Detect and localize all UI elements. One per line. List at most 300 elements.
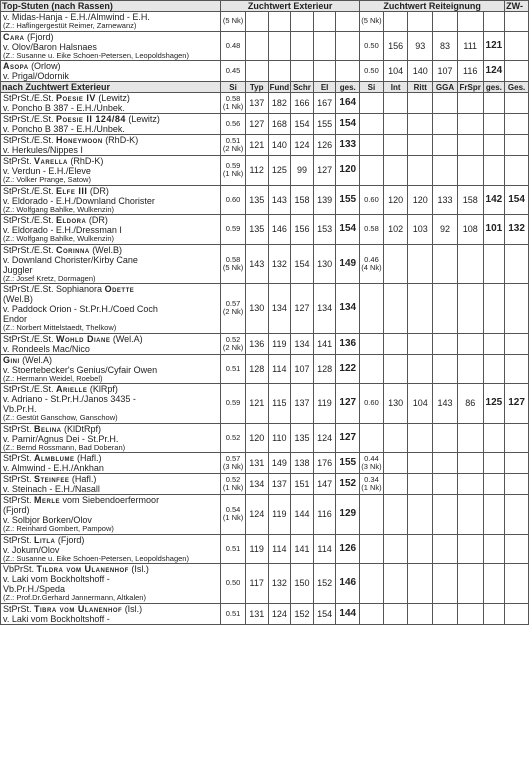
reit-ges	[483, 453, 505, 474]
ext-ges: 122	[336, 354, 360, 384]
reit-int	[383, 244, 408, 284]
ext-typ: 137	[245, 93, 268, 114]
horse-name: Gini	[3, 354, 20, 365]
ext-si: 0.48	[221, 31, 246, 61]
ext-ges: 133	[336, 135, 360, 156]
horse-breed: (RhD-K)	[102, 135, 139, 145]
reit-si: 0.34 (1 Nk)	[360, 474, 384, 495]
horse-title	[3, 453, 219, 463]
ext-el	[313, 61, 336, 82]
reit-frspr: 116	[457, 61, 483, 82]
ext-ges: 146	[336, 564, 360, 604]
ext-si: 0.58 (5 Nk)	[221, 244, 246, 284]
table-row	[1, 31, 529, 61]
reit-si	[360, 93, 384, 114]
ext-fund: 132	[268, 564, 291, 604]
reit-si: 0.44 (3 Nk)	[360, 453, 384, 474]
reit-frspr: 86	[457, 384, 483, 424]
horse-breed: (Orlow)	[28, 61, 61, 71]
ext-fund: 114	[268, 534, 291, 564]
horse-cell	[1, 564, 221, 604]
zw-ges	[505, 333, 529, 354]
reit-gga	[433, 12, 458, 32]
horse-name: Arielle	[56, 384, 88, 394]
ext-typ: 121	[245, 384, 268, 424]
ext-fund: 143	[268, 185, 291, 215]
zw-ges	[505, 61, 529, 82]
reit-ritt: 120	[408, 185, 433, 215]
horse-breed: (Wel.A)	[110, 333, 143, 344]
ext-schr: 137	[291, 384, 314, 424]
reit-frspr	[457, 423, 483, 453]
ext-si: 0.58 (1 Nk)	[221, 93, 246, 114]
reit-ges	[483, 534, 505, 564]
zw-ges	[505, 474, 529, 495]
reit-si	[360, 156, 384, 186]
pedigree-line: (Wel.B)	[3, 294, 33, 304]
horse-title	[3, 245, 219, 255]
ext-fund	[268, 31, 291, 61]
reit-ritt	[408, 12, 433, 32]
reit-gga: 83	[433, 31, 458, 61]
title-prefix: StPrSt./E.St.	[3, 93, 57, 103]
horse-title	[3, 424, 219, 434]
ext-fund: 168	[268, 114, 291, 135]
reit-ritt	[408, 156, 433, 186]
ext-si: 0.51	[221, 354, 246, 384]
column-header: ges.	[483, 82, 505, 93]
pedigree-line: v. Downland Chorister/Kirby Cane	[3, 254, 138, 265]
reit-gga	[433, 564, 458, 604]
reit-si: 0.50	[360, 31, 384, 61]
header-title: Top-Stuten (nach Rassen)	[1, 1, 221, 12]
column-header: Si	[221, 82, 246, 93]
ext-fund: 119	[268, 333, 291, 354]
reit-ges	[483, 244, 505, 284]
table-row	[1, 495, 529, 535]
horse-title	[3, 284, 219, 294]
reit-ritt	[408, 453, 433, 474]
reit-frspr	[457, 284, 483, 334]
ext-ges: 152	[336, 474, 360, 495]
zw-ges	[505, 603, 529, 624]
ext-el: 126	[313, 135, 336, 156]
pedigree-line: v. Rondeels Mac/Nico	[3, 343, 90, 354]
zw-ges	[505, 156, 529, 186]
reit-ges	[483, 156, 505, 186]
reit-gga	[433, 93, 458, 114]
horse-name: Varella	[34, 156, 68, 166]
ext-el: 152	[313, 564, 336, 604]
reit-si	[360, 564, 384, 604]
table-row	[1, 284, 529, 334]
table-row	[1, 156, 529, 186]
table-row	[1, 93, 529, 114]
reit-gga	[433, 423, 458, 453]
reit-ritt: 93	[408, 31, 433, 61]
ext-typ: 143	[245, 244, 268, 284]
horse-cell	[1, 156, 221, 186]
reit-gga	[433, 495, 458, 535]
horse-title	[3, 215, 219, 225]
ext-ges: 144	[336, 603, 360, 624]
horse-breed: (KlDtRpf)	[61, 423, 102, 434]
ext-typ	[245, 12, 268, 32]
reit-gga	[433, 534, 458, 564]
pedigree-line: v. Almwind - E.H./Ankhan	[3, 463, 104, 473]
reit-int	[383, 495, 408, 535]
horse-name: Corinna	[56, 244, 90, 255]
ext-schr	[291, 12, 314, 32]
reit-ges	[483, 12, 505, 32]
reit-si: (5 Nk)	[360, 12, 384, 32]
reit-ritt	[408, 354, 433, 384]
ext-el	[313, 31, 336, 61]
ext-typ: 136	[245, 333, 268, 354]
ext-el: 167	[313, 93, 336, 114]
column-header: Fund	[269, 82, 290, 92]
pedigree-line: v. Laki vom Bockholtshoff -	[3, 574, 110, 584]
ext-el: 127	[313, 156, 336, 186]
horse-cell	[1, 603, 221, 624]
reit-int	[383, 453, 408, 474]
ext-typ: 121	[245, 135, 268, 156]
table-row	[1, 603, 529, 624]
ext-ges	[336, 31, 360, 61]
reit-si: 0.46 (4 Nk)	[360, 244, 384, 284]
horse-cell	[1, 185, 221, 215]
reit-frspr	[457, 354, 483, 384]
reit-ges	[483, 135, 505, 156]
reit-gga	[433, 156, 458, 186]
horse-title	[3, 186, 219, 196]
breeder-line: (Z.: Susanne u. Eike Schoen-Petersen, Leopoldshagen)	[3, 50, 189, 60]
horse-title	[3, 564, 219, 574]
reit-gga	[433, 135, 458, 156]
horse-cell	[1, 284, 221, 334]
reit-ges	[483, 284, 505, 334]
ext-ges: 154	[336, 114, 360, 135]
sub-header-label: nach Zuchtwert Exterieur	[1, 82, 221, 93]
horse-breed: (Wel.A)	[19, 354, 53, 365]
horse-cell	[1, 354, 221, 384]
horse-title	[3, 156, 219, 166]
horse-breed: (Hafl.)	[74, 453, 102, 463]
ext-typ: 128	[245, 354, 268, 384]
ext-el: 139	[313, 185, 336, 215]
reit-frspr	[457, 12, 483, 32]
horse-name: Wohld Diane	[56, 333, 111, 344]
reit-ritt	[408, 495, 433, 535]
reit-ges	[483, 354, 505, 384]
breeder-line: (Z.: Volker Prange, Satow)	[3, 175, 91, 184]
pedigree-line: v. Midas-Hanja - E.H./Almwind - E.H.	[3, 12, 150, 22]
horse-cell	[1, 384, 221, 424]
ext-fund: 132	[268, 244, 291, 284]
ext-el: 154	[313, 603, 336, 624]
ext-typ: 134	[245, 474, 268, 495]
reit-int	[383, 284, 408, 334]
reit-int	[383, 564, 408, 604]
horse-title	[3, 474, 219, 484]
reit-int	[383, 474, 408, 495]
pedigree-line: (Fjord)	[3, 505, 30, 515]
horse-cell	[1, 474, 221, 495]
reit-ges	[483, 603, 505, 624]
horse-cell	[1, 534, 221, 564]
reit-ges: 101	[483, 215, 505, 245]
horse-cell	[1, 333, 221, 354]
reit-int	[383, 423, 408, 453]
title-prefix: StPrSt.	[3, 156, 35, 166]
ext-si: 0.52 (1 Nk)	[221, 474, 246, 495]
title-prefix: StPrSt.	[3, 474, 35, 484]
reit-int	[383, 354, 408, 384]
column-header: ges.	[336, 82, 360, 93]
horse-cell	[1, 244, 221, 284]
zw-ges	[505, 564, 529, 604]
reit-frspr	[457, 534, 483, 564]
pedigree-line: Endor	[3, 314, 28, 324]
reit-int	[383, 93, 408, 114]
reit-int	[383, 114, 408, 135]
reit-frspr	[457, 453, 483, 474]
horse-name: Steinfee	[34, 474, 70, 484]
ext-el: 119	[313, 384, 336, 424]
reit-ges: 121	[483, 31, 505, 61]
horse-breed: (Fjord)	[24, 31, 54, 42]
reit-int	[383, 534, 408, 564]
horse-breed: (Lewitz)	[95, 93, 130, 103]
breeder-line: (Z.: Gestüt Ganschow, Ganschow)	[3, 413, 118, 422]
horse-cell	[1, 61, 221, 82]
ext-schr: 141	[291, 534, 314, 564]
pedigree-line: v. Olov/Baron Halsnaes	[3, 41, 97, 52]
reit-si	[360, 534, 384, 564]
header-zw: ZW-	[505, 1, 529, 12]
breeder-line: (Z.: Reinhard Gombert, Pampow)	[3, 524, 114, 533]
reit-gga: 143	[433, 384, 458, 424]
ext-fund: 149	[268, 453, 291, 474]
ext-schr: 124	[291, 135, 314, 156]
reit-ges: 124	[483, 61, 505, 82]
table-row	[1, 534, 529, 564]
reit-int: 120	[383, 185, 408, 215]
horse-name: Tibra vom Ulanenhof	[34, 603, 123, 614]
ext-si: 0.52 (2 Nk)	[221, 333, 246, 354]
ext-typ: 131	[245, 603, 268, 624]
ext-typ: 119	[245, 534, 268, 564]
ext-schr: 166	[291, 93, 314, 114]
ext-ges	[336, 61, 360, 82]
ext-schr: 135	[291, 423, 314, 453]
zw-ges	[505, 534, 529, 564]
reit-frspr	[457, 564, 483, 604]
reit-int: 130	[383, 384, 408, 424]
horse-title	[3, 355, 219, 365]
ext-schr: 127	[291, 284, 314, 334]
zw-ges	[505, 135, 529, 156]
reit-ritt	[408, 333, 433, 354]
reit-si	[360, 114, 384, 135]
ext-ges: 149	[336, 244, 360, 284]
ext-typ: 124	[245, 495, 268, 535]
ext-ges: 155	[336, 453, 360, 474]
reit-frspr	[457, 244, 483, 284]
ext-si: 0.54 (1 Nk)	[221, 495, 246, 535]
column-header: Si	[360, 82, 384, 93]
column-header: Ges.	[505, 82, 529, 93]
reit-frspr: 108	[457, 215, 483, 245]
ext-si: 0.56	[221, 114, 246, 135]
reit-ges	[483, 93, 505, 114]
ext-schr	[291, 61, 314, 82]
ext-schr: 107	[291, 354, 314, 384]
horse-breed: (Fjord)	[55, 534, 85, 545]
horse-cell	[1, 114, 221, 135]
reit-ges	[483, 423, 505, 453]
header-exterieur: Zuchtwert Exterieur	[221, 1, 360, 12]
zw-ges	[505, 31, 529, 61]
ext-fund: 124	[268, 603, 291, 624]
breeder-line: (Z.: Susanne u. Eike Schoen-Petersen, Leopoldshagen)	[3, 553, 189, 563]
horse-name: Honeymoon	[56, 135, 103, 145]
reit-ritt	[408, 564, 433, 604]
reit-ritt	[408, 534, 433, 564]
ext-typ	[245, 61, 268, 82]
reit-int	[383, 12, 408, 32]
breeder-line: (Z.: Haflingergestüt Reimer, Zarnewanz)	[3, 21, 137, 30]
reit-ges	[483, 333, 505, 354]
ext-fund: 125	[268, 156, 291, 186]
pedigree-line: v. Jokum/Olov	[3, 544, 60, 555]
pedigree-line: v. Pamir/Agnus Dei - St.Pr.H.	[3, 433, 119, 444]
ext-si: 0.57 (2 Nk)	[221, 284, 246, 334]
horse-title	[3, 114, 219, 124]
horse-cell	[1, 453, 221, 474]
ext-el: 116	[313, 495, 336, 535]
reit-ritt	[408, 423, 433, 453]
reit-frspr	[457, 603, 483, 624]
horse-name: Merle	[34, 495, 61, 505]
horse-breed: (Isl.)	[128, 564, 149, 574]
horse-title	[3, 535, 219, 545]
pedigree-line: v. Eldorado - E.H./Downland Chorister	[3, 195, 155, 206]
table-row	[1, 354, 529, 384]
ext-si: 0.59	[221, 215, 246, 245]
title-prefix: VbPrSt.	[3, 564, 37, 574]
ext-el: 176	[313, 453, 336, 474]
ext-fund: 110	[268, 423, 291, 453]
ext-typ: 112	[245, 156, 268, 186]
ext-schr: 144	[291, 495, 314, 535]
reit-si	[360, 603, 384, 624]
ext-fund: 134	[268, 284, 291, 334]
title-prefix: StPrSt./E.St.	[3, 384, 57, 394]
reit-gga: 92	[433, 215, 458, 245]
pedigree-line: Vb.Pr.H./Speda	[3, 584, 66, 594]
horse-title	[3, 135, 219, 145]
horse-breed: vom Siebendoerfermoor	[60, 495, 160, 505]
reit-si	[360, 354, 384, 384]
ext-ges: 127	[336, 423, 360, 453]
ext-schr: 156	[291, 215, 314, 245]
pedigree-line: Vb.Pr.H.	[3, 404, 37, 414]
reit-gga: 133	[433, 185, 458, 215]
zw-ges	[505, 12, 529, 32]
reit-gga	[433, 453, 458, 474]
reit-frspr: 158	[457, 185, 483, 215]
horse-title	[3, 61, 219, 71]
reit-si	[360, 284, 384, 334]
column-header: FrSpr	[457, 82, 483, 93]
reit-gga	[433, 284, 458, 334]
ext-schr: 158	[291, 185, 314, 215]
title-prefix: StPrSt.	[3, 453, 35, 463]
horse-name: Belina	[34, 423, 62, 434]
ext-typ: 131	[245, 453, 268, 474]
ext-si: 0.51	[221, 534, 246, 564]
reit-gga: 107	[433, 61, 458, 82]
ext-fund	[268, 12, 291, 32]
horse-name: Asopa	[3, 61, 29, 71]
reit-gga	[433, 474, 458, 495]
table-row	[1, 12, 529, 32]
ext-si: 0.59	[221, 384, 246, 424]
ext-typ: 130	[245, 284, 268, 334]
reit-frspr	[457, 156, 483, 186]
ext-el: 130	[313, 244, 336, 284]
ext-si: 0.51	[221, 603, 246, 624]
ext-si: 0.52	[221, 423, 246, 453]
reit-gga	[433, 244, 458, 284]
reit-int: 156	[383, 31, 408, 61]
table-row	[1, 135, 529, 156]
table-row	[1, 61, 529, 82]
ext-si: (5 Nk)	[221, 12, 246, 32]
ext-ges: 134	[336, 284, 360, 334]
pedigree-line: v. Poncho B 387 - E.H./Unbek.	[3, 103, 125, 113]
reit-int	[383, 156, 408, 186]
reit-ges	[483, 114, 505, 135]
ext-fund: 146	[268, 215, 291, 245]
title-prefix: StPrSt.	[3, 423, 35, 434]
reit-int: 102	[383, 215, 408, 245]
pedigree-line: v. Laki vom Bockholtshoff -	[3, 613, 110, 624]
table-row	[1, 453, 529, 474]
pedigree-line: v. Stoertebecker's Genius/Cyfair Owen	[3, 364, 158, 375]
pedigree-line: v. Herkules/Nippes I	[3, 145, 83, 155]
title-prefix: StPrSt.	[3, 603, 35, 614]
ext-schr: 138	[291, 453, 314, 474]
sub-header-row	[1, 82, 529, 93]
breeder-line: (Z.: Norbert Mittelstaedt, Thelkow)	[3, 323, 117, 332]
title-prefix: StPrSt./E.St.	[3, 185, 57, 196]
column-header: El	[313, 82, 336, 93]
column-header: Int	[383, 82, 408, 93]
horse-name: Almblume	[34, 453, 75, 463]
table-body	[1, 1, 529, 625]
ext-el: 147	[313, 474, 336, 495]
zw-ges	[505, 495, 529, 535]
reit-ritt: 104	[408, 384, 433, 424]
ext-ges	[336, 12, 360, 32]
reit-gga	[433, 603, 458, 624]
horse-breed: (KlRpf)	[87, 384, 118, 394]
title-prefix: StPrSt.	[3, 495, 35, 505]
horse-breed: (Hafl.)	[69, 474, 97, 484]
table-row	[1, 185, 529, 215]
